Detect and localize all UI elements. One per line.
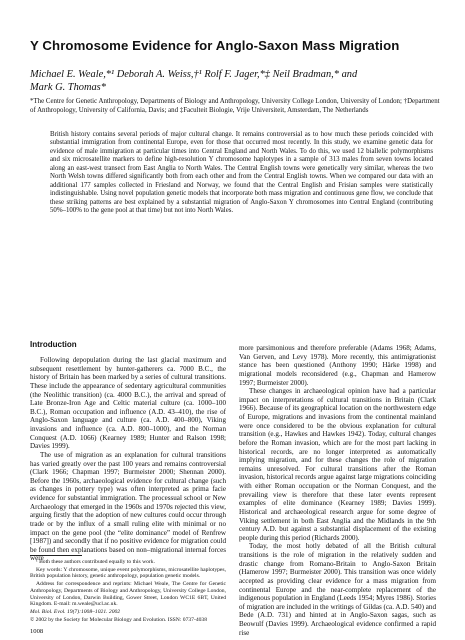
copyright-notice: © 2002 by the Society for Molecular Biology and Evolution. ISSN: 0737-4038	[30, 616, 208, 623]
body-paragraph: Following depopulation during the last glacial maximum and subsequent resettlement by hunter-gatherers ca. 7000 B.C., the history of Britain has been marked by a series of cultural transitions. These include the appearance of sedentary agricultural communities (the Neolithic transition) (ca. 4000 B.C.), the arrival and spread of Late Bronze-Iron Age and Celtic material culture (ca. 1000–100 B.C.), Roman occupation and influence (A.D. 43–410), the rise of Anglo-Saxon language and culture (ca. A.D. 400–800), Viking invasions and influence (ca. A.D. 800–1000), and the Norman Conquest (A.D. 1066) (Kearney 1989; Hunter and Ralson 1998; Davies 1999).	[30, 356, 226, 451]
left-column	[30, 356, 226, 563]
body-paragraph: Today, the most hotly debated of all the British cultural transitions is the role of migration in the relatively sudden and drastic change from Romano-Britain to Anglo-Saxon Britain (Hamerow 1997; Burmeister 2000). This transition was once widely accepted as providing clear evidence for a mass migration from continental Europe and the near-complete replacement of the indigenous population in England (Leeds 1954; Myres 1986). Stories of migration are included in the writings of Gildas (ca. A.D. 540) and Bede (A.D. 731) and hinted at in Anglo-Saxon sagas, such as Beowulf (Davies 1999). Archaeological evidence confirmed a rapid rise	[239, 542, 436, 637]
footnotes	[30, 559, 226, 624]
author-line: Mark G. Thomas*	[30, 82, 106, 93]
body-paragraph: The use of migration as an explanation for cultural transitions has varied greatly over the past 100 years and remains controversial (Clark 1966; Chapman 1997; Burmeister 2000; Shennan 2000). Before the 1960s, archaeological evidence for cultural change (such as changes in pottery type) was often interpreted as prima facie evidence for substantial immigration. The processual school or New Archaeology that emerged in the 1960s and 1970s rejected this view, arguing firstly that the adoption of new cultures could occur through trade or by the influx of a small ruling elite with minimal or no impact on the gene pool (the “elite dominance” model of Renfrew [1987]) and secondly that if no positive evidence for migration could be found then explanations based on non–migrational internal forces were	[30, 450, 226, 563]
article-title: Y Chromosome Evidence for Anglo-Saxon Mass Migration	[30, 38, 400, 53]
footnote-keywords: Key words: Y chromosome, unique event polymorphisms, microsatellite haplotypes, British population history, genetic anthropology, population genetic models.	[30, 566, 226, 580]
footnote-address: Address for correspondence and reprints: Michael Weale, The Centre for Genetic Anthropology, Departments of Biology and Anthropology, University College London, University of London, Darwin Building, Gower Street, London WC1E 6BT, United Kingdom. E-mail: m.weale@ucl.ac.uk.	[30, 581, 226, 608]
affiliations: *The Centre for Genetic Anthropology, Departments of Biology and Anthropology, University College London, University of London; †Department of Anthropology, University of California, Davis; and ‡Faculteit Biologie, Vrije Universiteit, Amsterdam, The Netherlands	[30, 98, 440, 114]
abstract: British history contains several periods of major cultural change. It remains controversial as to how much these periods coincided with substantial immigration from continental Europe, even for those that occurred most recently. In this study, we examine genetic data for evidence of male immigration at particular times into Central England and North Wales. To do this, we used 12 biallelic polymorphisms and six microsatellite markers to define high-resolution Y chromosome haplotypes in a sample of 313 males from seven towns located along an east-west transect from East Anglia to North Wales. The Central English towns were genetically very similar, whereas the two North Welsh towns differed significantly both from each other and from the Central English towns. When we compared our data with an additional 177 samples collected in Friesland and Norway, we found that the Central English and Frisian samples were statistically indistinguishable. Using novel population genetic models that incorporate both mass migration and continuous gene flow, we conclude that these striking patterns are best explained by a substantial migration of Anglo-Saxon Y chromosomes into Central England (contributing 50%–100% to the gene pool at that time) but not into North Wales.	[50, 131, 433, 215]
body-paragraph: more parsimonious and therefore preferable (Adams 1968; Adams, Van Gerven, and Levy 1978). More recently, this antimigrationist stance has been questioned (Anthony 1990; Härke 1998) and migrational models reconsidered (e.g., Chapman and Hamerow 1997; Burmeister 2000).	[239, 344, 436, 387]
author-line: Michael E. Weale,*¹ Deborah A. Weiss,†¹ Rolf F. Jager,*‡ Neil Bradman,* and	[30, 69, 358, 80]
journal-citation: Mol. Biol. Evol. 19(7):1008–1021. 2002	[30, 608, 121, 615]
author-list	[30, 68, 440, 94]
right-column	[239, 344, 436, 637]
footnote-equal-contribution: ¹ Both these authors contributed equally to this work.	[36, 559, 155, 565]
page-number: 1008	[30, 628, 44, 635]
body-paragraph: These changes in archaeological opinion have had a particular impact on interpretations of cultural transitions in Britain (Clark 1966). Because of its geographical location on the northwestern edge of Europe, migrations and invasions from the continental mainland were once considered to be the obvious explanation for cultural transition (e.g., Hawkes and Hawkes 1942). Today, cultural changes before the Roman invasion, which are for the most part lacking in historical records, are no longer interpreted as automatically implying migration, and for these changes the role of migration remains unresolved. For cultural transitions after the Roman invasion, historical records argue against large migrations coinciding with either Roman occupation or the Norman Conquest, and the prevailing view is therefore that these later events represent examples of elite dominance (Kearney 1989; Davies 1999). Historical and archaeological research argue for some degree of Viking settlement in both East Anglia and the Midlands in the 9th century A.D. but against a substantial displacement of the existing people during this period (Richards 2000).	[239, 387, 436, 542]
section-heading: Introduction	[30, 340, 77, 349]
footnote-divider	[30, 555, 82, 556]
